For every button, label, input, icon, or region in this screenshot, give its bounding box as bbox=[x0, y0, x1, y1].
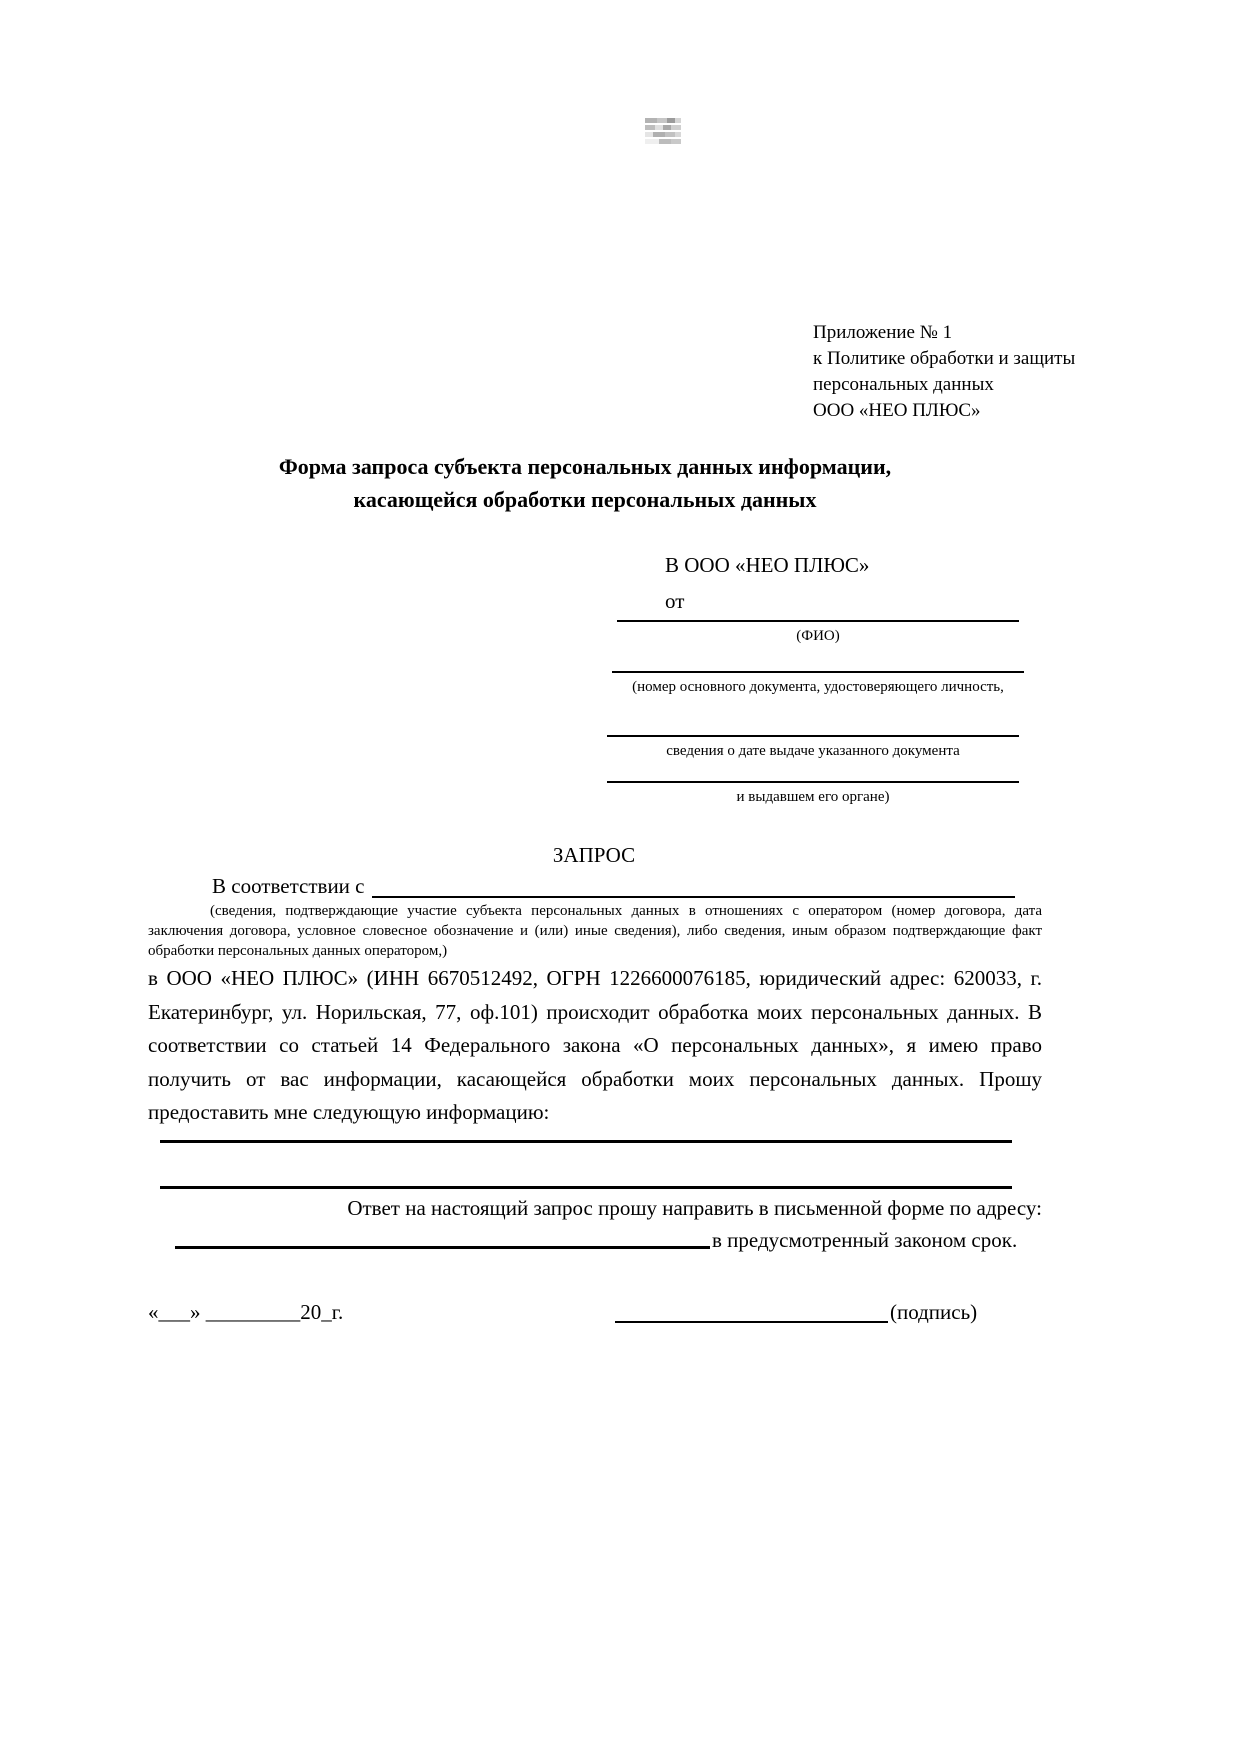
logo-image bbox=[645, 117, 681, 145]
appendix-line-4: ООО «НЕО ПЛЮС» bbox=[813, 400, 981, 421]
intro-blank-line bbox=[372, 896, 1015, 898]
document-title bbox=[148, 450, 1022, 516]
body-paragraph: в ООО «НЕО ПЛЮС» (ИНН 6670512492, ОГРН 1226600076185, юридический адрес: 620033, г. Екатеринбург, ул. Норильская, 77, оф.101) происходит обработка моих персональных данных. В соответствии со статьей 14 Федерального закона «О персональных данных», я имею право получить от вас информации, касающейся обработки моих персональных данных. Прошу предоставить мне следующую информацию: bbox=[148, 966, 1042, 1124]
reply-request-text: Ответ на настоящий запрос прошу направить в письменной форме по адресу: bbox=[347, 1196, 1042, 1220]
doc-date-caption: сведения о дате выдаче указанного документа bbox=[666, 743, 960, 759]
signature-blank-line bbox=[615, 1321, 888, 1323]
doc-date-blank-line bbox=[607, 735, 1019, 737]
doc-issuer-blank-line bbox=[607, 781, 1019, 783]
date-blank-line: «___» _________20_г. bbox=[148, 1300, 344, 1324]
appendix-line-1: Приложение № 1 bbox=[813, 322, 953, 343]
info-blank-line-2 bbox=[160, 1186, 1012, 1189]
intro-text: В соответствии с bbox=[212, 874, 365, 898]
appendix-line-2: к Политике обработки и защиты bbox=[813, 348, 1076, 369]
appendix-line-3: персональных данных bbox=[813, 374, 994, 395]
doc-number-blank-line bbox=[612, 671, 1024, 673]
title-line-1: Форма запроса субъекта персональных данных информации, bbox=[278, 454, 892, 479]
request-heading: ЗАПРОС bbox=[552, 843, 636, 867]
fio-caption: (ФИО) bbox=[796, 628, 840, 644]
title-line-2: касающейся обработки персональных данных bbox=[353, 487, 817, 512]
reply-tail-text: в предусмотренный законом срок. bbox=[712, 1228, 1018, 1252]
doc-issuer-caption: и выдавшем его органе) bbox=[736, 789, 890, 805]
addressee-to: В ООО «НЕО ПЛЮС» bbox=[665, 553, 870, 577]
appendix-header bbox=[813, 320, 1143, 424]
addressee-from-label: от bbox=[665, 589, 685, 613]
signature-caption: (подпись) bbox=[890, 1300, 978, 1324]
fio-blank-line bbox=[617, 620, 1019, 622]
doc-number-caption: (номер основного документа, удостоверяющего личность, bbox=[632, 679, 1004, 695]
footnote-text: (сведения, подтверждающие участие субъекта персональных данных в отношениях с оператором (номер договора, дата заключения договора, условное словесное обозначение и (или) иные сведения), либо сведения, иным образом подтверждающие факт обработки персональных данных оператором,) bbox=[148, 903, 1042, 959]
info-blank-line-1 bbox=[160, 1140, 1012, 1143]
address-blank-line bbox=[175, 1246, 710, 1249]
